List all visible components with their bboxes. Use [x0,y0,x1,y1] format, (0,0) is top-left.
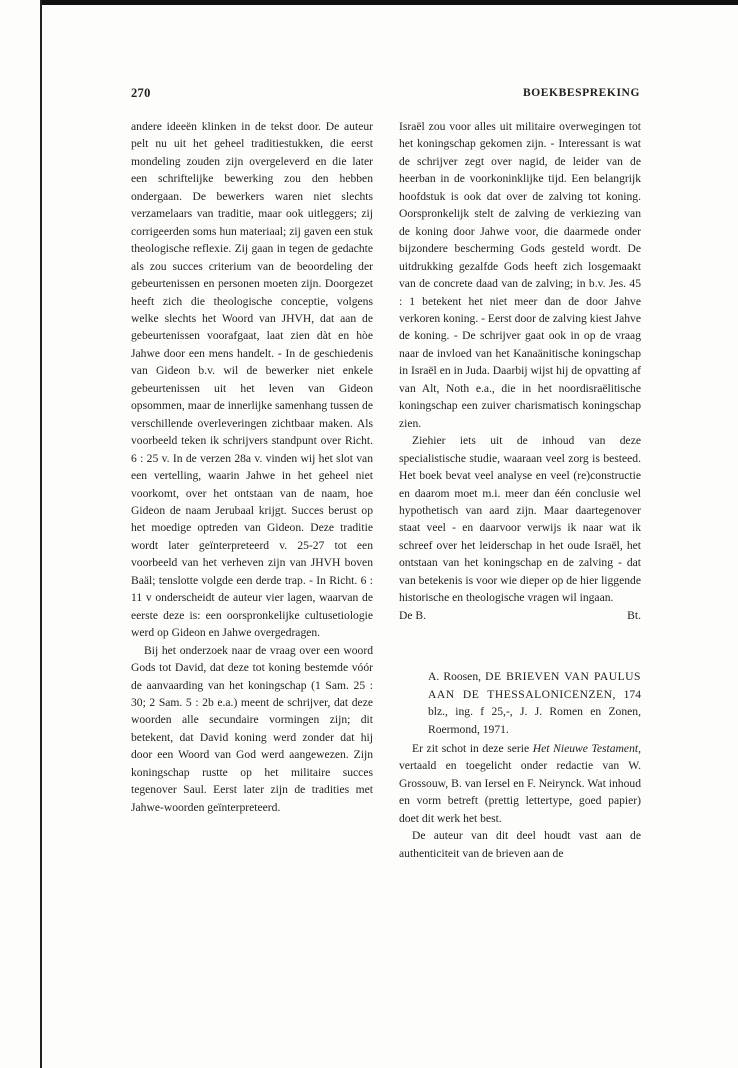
left-paragraph-1: andere ideeën klinken in de tekst door. De auteur pelt nu uit het geheel traditiestukken, die eerst mondeling zouden zijn overgeleverd en die later een schriftelijke bewerking zou den hebben ondergaan. De bewerkers waren niet slechts verzamelaars van traditie, maar ook uitleggers; zij corrigeerden soms hun materiaal; zij gaven een stuk theologische reflexie. Zij gaan in tegen de gedachte als zou succes criterium van de beoordeling der gebeurtenissen en personen moeten zijn. Doorgezet heeft zich die theologische conceptie, volgens welke slechts het Woord van JHVH, dat aan de gebeurtenissen voorafgaat, laat zien dàt en hòe Jahwe door een mens handelt. - In de geschiedenis van Gideon b.v. wil de bewerker niet enkele gebeurtenissen uit het leven van Gideon opsommen, maar de innerlijke samenhang tussen de verschillende overleveringen zichtbaar maken. Als voorbeeld teken ik schrijvers standpunt over Richt. 6 : 25 v. In de verzen 28a v. vinden wij het slot van een vertelling, waarin Jahwe in het geheel niet voorkomt, over het ontstaan van de naam, hoe Gideon de naam Jerubaal krijgt. Succes berust op het moedige optreden van Gideon. Deze traditie wordt later geïnterpreteerd v. 25-27 tot een voorbeeld van het verheven zijn van JHVH boven Baäl; tenslotte volgde een derde trap. - In Richt. 6 : 11 v onderscheidt de auteur vier lagen, waarvan de eerste deze is: een oorspronkelijke cultusetiologie werd op Gideon en Jahwe overgedragen. [131,120,373,640]
right-paragraph-1: Israël zou voor alles uit militaire overwegingen tot het koningschap gekomen zijn. - Interessant is wat de schrijver zegt over nagid, de leider van de heerban in de voorkoninklijke tijd. Een belangrijk hoofdstuk is ook dat over de zalving tot koning. Oorspronkelijk stelt de zalving de verkiezing van de koning door Jahwe voor, die daarmede onder bijzondere bescherming Gods gesteld wordt. De uitdrukking gezalfde Gods heeft zich losgemaakt van de concrete daad van de zalving; in b.v. Jes. 45 : 1 betekent het niet meer dan de door Jahve verkoren koning. - Eerst door de zalving kiest Jahve de koning. - De schrijver gaat ook in op de vraag naar de invloed van het Kanaänitische koningschap in Israël en in Juda. Daarbij wijst hij de opvatting af van Alt, Noth e.a., die in het noordisraëlitische koningschap een zuiver charismatisch koningschap zien. [399,120,641,430]
reviewer-signature [399,607,641,624]
review-author: A. Roosen, [428,670,482,684]
review-heading [399,668,641,738]
right-paragraph-2: Ziehier iets uit de inhoud van deze specialistische studie, waaraan veel zorg is besteed. Het boek bevat veel analyse en veel (re)constructie en daarom moet m.i. meer dan één conclusie wel hypothetisch van aard zijn. Maar daartegenover staat veel - en daarvoor verwijs ik naar wat ik schreef over het leiderschap in het oude Israël, het ontstaan van het koningschap en de zalving - dat van betekenis is voor wie dieper op de hier liggende historische en theologische vragen wil ingaan. [399,434,641,605]
signature-right: Bt. [627,608,641,622]
left-column [131,118,373,816]
review-book-title: DE BRIEVEN VAN PAULUS AAN DE THESSALONICENZEN, [428,670,641,701]
series-title: Het Nieuwe Testament, [532,741,641,755]
p3-text-before: Er zit schot in deze serie [412,741,530,755]
signature-left: De B. [399,608,427,622]
left-border-rule [40,0,42,1068]
right-paragraph-3 [399,740,641,827]
left-paragraph-2: Bij het onderzoek naar de vraag over een woord Gods tot David, dat deze tot koning bestemde vóór de aanvaarding van het koningschap (1 Sam. 25 : 30; 2 Sam. 5 : 2b e.a.) meent de schrijver, dat deze woorden alle secundaire vormingen zijn; dit betekent, dat David koning werd zonder dat hij door een Woord van God werd aangewezen. Zijn koningschap rustte op het militaire succes tegenover Saul. Eerst later zijn de tradities met Jahwe-woorden geïnterpreteerd. [131,643,373,814]
page-number: 270 [131,86,151,100]
right-paragraph-4: De auteur van dit deel houdt vast aan de authenticiteit van de brieven aan de [399,829,641,860]
review-book-details: 174 blz., ing. f 25,-, J. J. Romen en Zonen, Roermond, 1971. [428,687,641,736]
p3-text-after: vertaald en toegelicht onder redactie van W. Grossouw, B. van Iersel en F. Neirynck. Wat inhoud en vorm betreft (prettig lettertype, goed papier) doet dit werk het best. [399,759,641,825]
top-border-rule [40,0,738,5]
right-column [399,118,641,862]
running-head: BOEKBESPREKING [522,87,640,99]
